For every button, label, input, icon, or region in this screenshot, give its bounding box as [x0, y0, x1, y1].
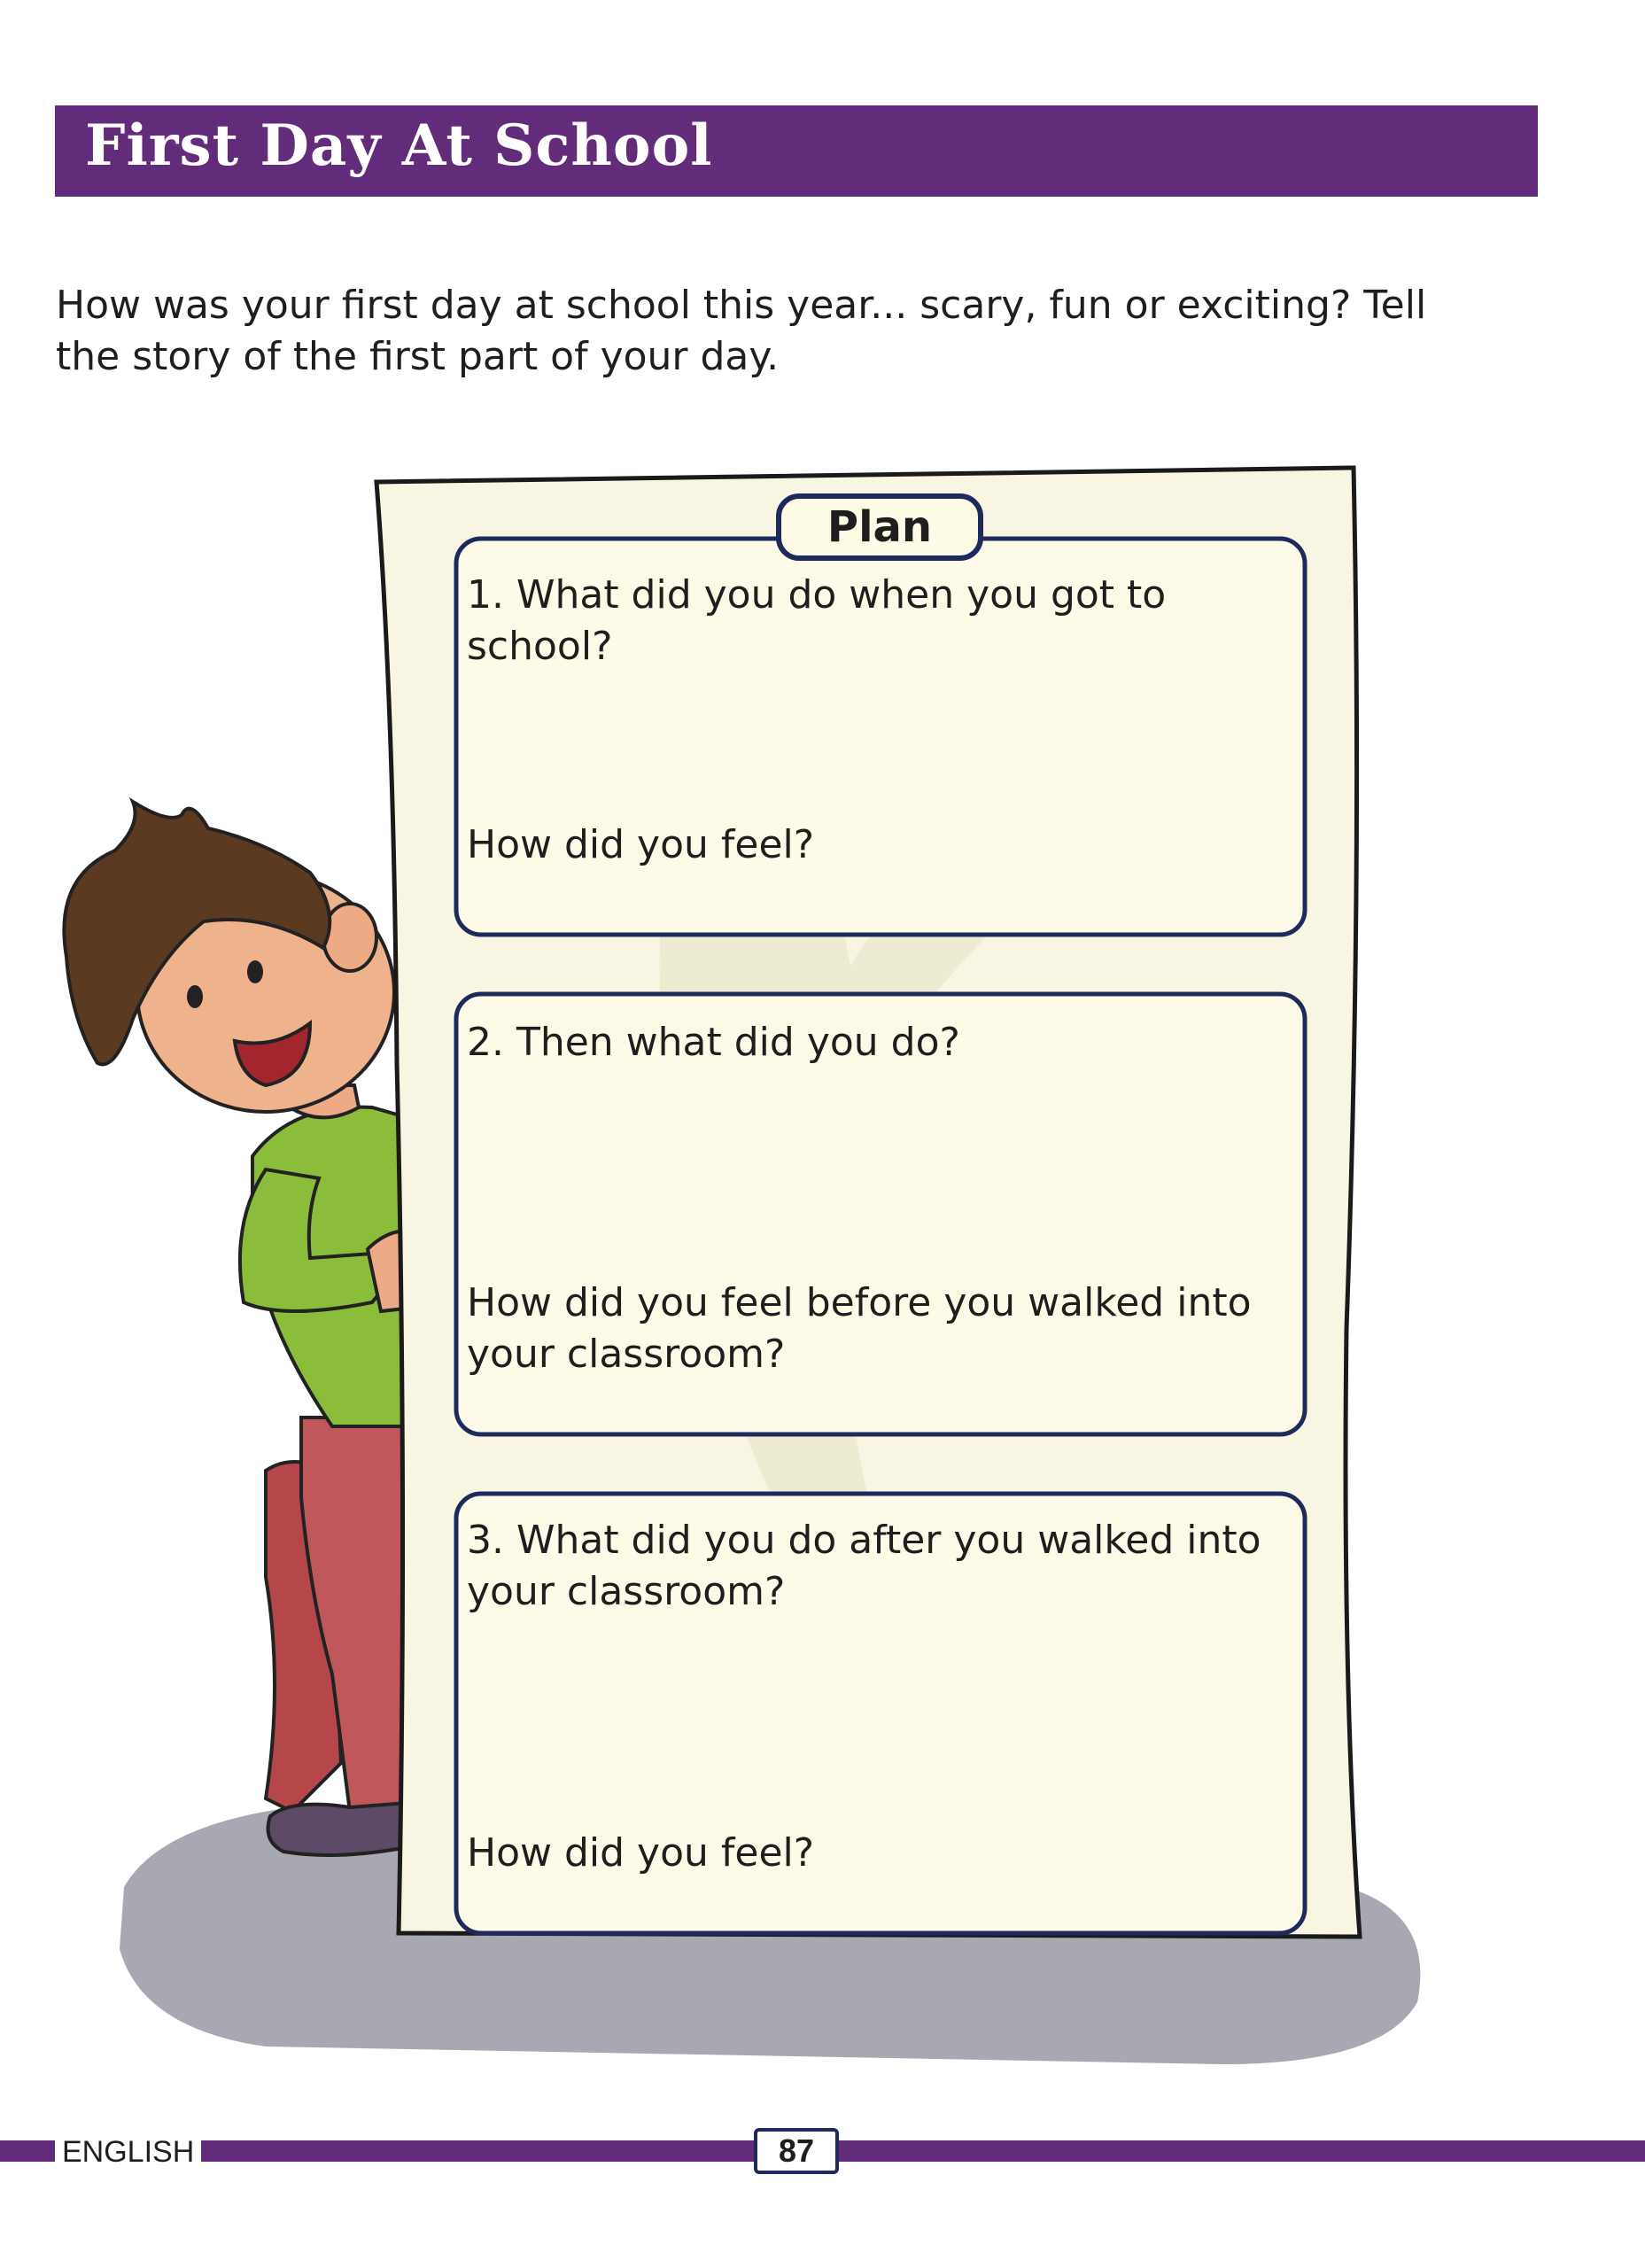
- plan-label: Plan: [776, 493, 983, 561]
- boy-eye: [187, 985, 203, 1008]
- intro-text: How was your first day at school this year... scary, fun or exciting? Tell the story of the first part of your day.: [56, 283, 1427, 379]
- boy-shoe: [268, 1803, 407, 1855]
- page-number: 87: [754, 2128, 839, 2174]
- question-1: 1. What did you do when you got to school?: [467, 572, 1167, 669]
- feeling-prompt-3: How did you feel?: [467, 1830, 815, 1876]
- subject-label: ENGLISH: [55, 2132, 201, 2172]
- question-3: 3. What did you do after you walked into your classroom?: [467, 1518, 1261, 1614]
- question-2: 2. Then what did you do?: [467, 1020, 960, 1065]
- page-title: First Day At School: [85, 113, 713, 179]
- feeling-prompt-1: How did you feel?: [467, 822, 815, 867]
- feeling-prompt-2: How did you feel before you walked into your classroom?: [467, 1280, 1252, 1377]
- boy-ear: [323, 904, 376, 971]
- boy-eye: [247, 960, 263, 983]
